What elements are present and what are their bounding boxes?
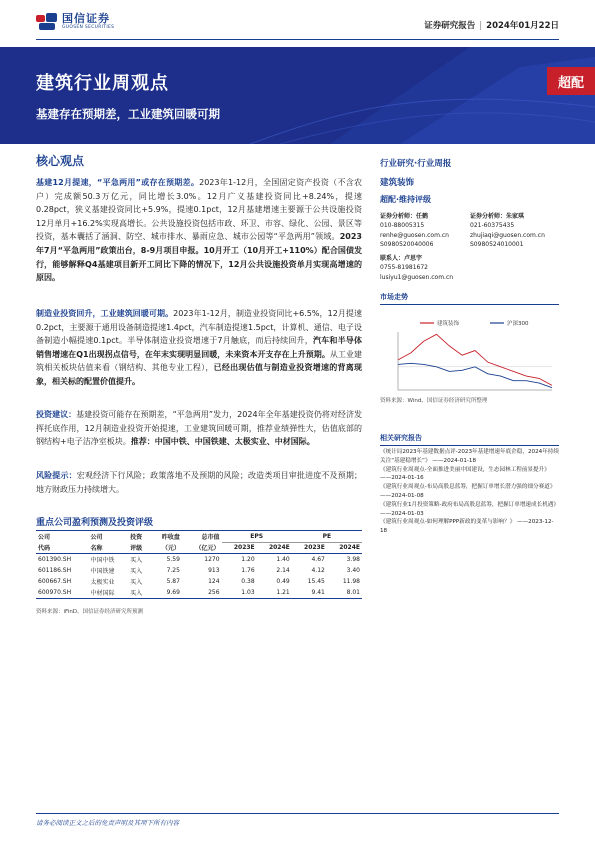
cell-eps24: 0.49: [276, 578, 290, 585]
cell-name: 中国铁建: [90, 568, 115, 575]
cell-pe24: 3.98: [346, 556, 360, 563]
sector-label: 建筑装饰: [380, 178, 415, 188]
cell-pe24: 3.40: [346, 567, 360, 574]
analyst-email[interactable]: zhujiaqi@guosen.com.cn: [470, 231, 545, 239]
cell-close: 5.59: [166, 556, 180, 563]
cell-cap: 913: [208, 567, 220, 574]
paragraph-infrastructure: [36, 176, 362, 285]
para-bold: 推荐：中国中铁、中国铁建、太极实业、中材国际。: [130, 437, 315, 447]
cell-close: 7.25: [166, 567, 180, 574]
cell-eps24: 1.40: [276, 556, 290, 563]
cell-close: 5.87: [166, 578, 180, 585]
related-report-item[interactable]: 《建筑行业1月投资策略-政府布局高股息蓝筹，把握订单增速成长机遇》 ——2024-01-03: [380, 501, 559, 517]
analyst-2: [470, 212, 545, 249]
cell-code: 601186.SH: [38, 567, 72, 574]
page-header: [0, 0, 595, 44]
table-header: 投资: [128, 531, 151, 543]
related-reports-list: [380, 448, 559, 536]
analyst-cert: S0980520040006: [380, 240, 434, 248]
paragraph-risk: [36, 469, 362, 496]
banner-decoration: [0, 47, 595, 144]
report-title: 建筑行业周观点: [36, 73, 169, 94]
table-header: （元）: [151, 542, 182, 554]
analyst-cert: S0980524010001: [470, 240, 524, 248]
cell-code: 600970.SH: [36, 587, 89, 599]
market-trend-svg: [380, 316, 559, 394]
cell-eps23: 1.03: [222, 587, 257, 599]
cell-eps24: 2.14: [276, 567, 290, 574]
logo-text-cn: 国信证券: [62, 12, 110, 25]
cell-eps23: 0.38: [241, 578, 255, 585]
cell-rating: 买入: [130, 579, 143, 586]
table-header: 总市值: [182, 531, 222, 543]
contact-name: 卢思宇: [404, 255, 423, 262]
series-line-0: [398, 334, 552, 385]
title-banner: [0, 47, 595, 144]
industry-label: 行业研究·行业周报: [380, 159, 452, 169]
cell-name: 中材国际: [89, 587, 129, 599]
related-report-item[interactable]: 《建筑行业周观点-如何理解PPP新政的变革与影响？》 ——2023-12-18: [380, 519, 554, 535]
cell-pe23: 4.67: [311, 556, 325, 563]
related-report-item[interactable]: 《建筑行业周观点-全面推进美丽中国建设，生态园林工程前景提升》 ——2024-01-16: [380, 466, 550, 482]
table-header: 昨收盘: [151, 531, 182, 543]
cell-eps23: 1.20: [241, 556, 255, 563]
guosen-logo-icon: [36, 13, 58, 31]
cell-name: 太极实业: [90, 579, 115, 586]
cell-cap: 1270: [204, 556, 220, 563]
related-reports-title: 相关研究报告: [380, 434, 422, 442]
contact-label: 联系人：: [380, 255, 405, 262]
table-header: 2023E: [222, 542, 257, 554]
report-meta: 证券研究报告 | 2024年01月22日: [424, 21, 559, 31]
footer-divider: [36, 813, 559, 814]
cell-cap: 256: [182, 587, 222, 599]
table-header: （亿元）: [182, 542, 222, 554]
earnings-table: [36, 530, 362, 599]
contact-phone: 0755-81981672: [380, 264, 428, 272]
para-lead: 风险提示：: [36, 471, 77, 480]
paragraph-manufacturing: [36, 307, 362, 389]
table-header: 代码: [36, 542, 89, 554]
chart-title: 市场走势: [380, 293, 408, 301]
analyst-phone: 021-60375435: [470, 222, 515, 230]
market-trend-chart: [380, 316, 559, 394]
para-bold: 汽车和半导体销售增速在Q1出现拐点信号，在年末实现明显回暖，未来资本开支存在上升预期。: [36, 336, 362, 359]
related-report-item[interactable]: 《统计局2023年基建数据点评-2023年基建增速年底企稳，2024年持续关注“基建稳增长”》 ——2024-01-18: [380, 449, 559, 464]
cell-eps24: 1.21: [257, 587, 292, 599]
legend-label-1: 沪深300: [507, 321, 529, 327]
cell-name: 中国中铁: [90, 557, 115, 564]
analyst-email[interactable]: renhe@guosen.com.cn: [380, 231, 449, 239]
analyst-name: 任鹤: [416, 213, 429, 220]
para-lead: 投资建议：: [36, 410, 77, 419]
cell-code: 601390.SH: [38, 556, 72, 563]
legend-label-0: 建筑装饰: [437, 321, 460, 327]
table-header: 2024E: [257, 542, 292, 554]
cell-code: 600667.SH: [38, 578, 72, 585]
table-title: 重点公司盈利预测及投资评级: [36, 518, 154, 528]
related-report-item[interactable]: 《建筑行业周观点-布局高股息蓝筹，把握订单增长潜力强的细分赛道》 ——2024-01-08: [380, 484, 556, 499]
guosen-logo: [36, 13, 114, 31]
table-header: 2023E: [292, 542, 327, 554]
disclaimer-note: 请务必阅读正文之后的免责声明及其项下所有内容: [36, 819, 179, 827]
analyst-label: 证券分析师：: [470, 213, 507, 220]
cell-pe23: 9.41: [292, 587, 327, 599]
rating-tag: 超配: [547, 67, 595, 95]
table-row: [36, 576, 362, 587]
para-lead: 基建12月提速，“平急两用”或存在预期差。: [36, 178, 200, 187]
table-source: 资料来源：iFinD、国信证券经济研究所预测: [36, 609, 144, 615]
sector-rating: 超配·维持评级: [380, 195, 432, 204]
table-header: 2024E: [327, 542, 362, 554]
table-header: 名称: [89, 542, 129, 554]
analyst-label: 证券分析师：: [380, 213, 417, 220]
para-text: 2023年1-12月，全国固定资产投资（不含农户）完成额50.3万亿元，同比增长3.0%。12月广义基建投资同比+8.24%，提速0.28pct，狭义基建投资同比+5.9%，提速0.1pct，12月基建增速主要源于公共设施投资12月单月+16.2%实现高增长。公共设施投资包括市政、环卫、市容、绿化、公园、景区等投资，基本囊括了涵洞、防空、城市排水、暴雨应急、城市公园等“平急两用”领域。: [36, 178, 362, 242]
table-header: PE: [292, 531, 362, 543]
para-bold: 2023年7月“平急两用”政策出台，8-9月项目申报。10月开工（10月开工+110%）配合国债发行，能够解释Q4基建项目新开工同比下降的情况下，12月公共设施投资单月实现高增速的原因。: [36, 232, 362, 283]
chart-title-divider: [380, 304, 559, 305]
cell-rating: 买入: [130, 568, 143, 575]
para-text: 基建投资可能存在预期差，“平急两用”发力，2024年全年基建投资仍将对经济发挥托底作用，12月制造业投资开始提速，工业建筑回暖可期，推荐业绩弹性大，估值底部的钢结构+电子洁净室板块。: [36, 410, 362, 447]
header-divider: [36, 39, 559, 40]
cell-eps23: 1.76: [241, 567, 255, 574]
report-date: 2024年01月22日: [486, 21, 559, 31]
report-subtitle: 基建存在预期差，工业建筑回暖可期: [36, 107, 220, 121]
table-row: [36, 587, 362, 599]
cell-rating: 买入: [128, 587, 151, 599]
report-type: 证券研究报告: [424, 21, 476, 31]
cell-pe24: 11.98: [342, 578, 360, 585]
analyst-phone: 010-88005315: [380, 222, 425, 230]
table-row: [36, 565, 362, 576]
cell-pe23: 15.45: [307, 578, 325, 585]
core-title: 核心观点: [36, 154, 85, 168]
cell-pe24: 8.01: [327, 587, 362, 599]
related-reports-divider: [380, 445, 559, 446]
para-text: 从工业建筑相关板块估值来看（钢结构、其他专业工程），: [36, 349, 362, 373]
para-lead: 制造业投资回升，工业建筑回暖可期。: [36, 309, 174, 318]
contact-person: [380, 254, 453, 282]
analyst-name: 朱家琪: [506, 213, 525, 220]
cell-cap: 124: [208, 578, 220, 585]
cell-pe23: 4.12: [311, 567, 325, 574]
analyst-1: [380, 212, 449, 249]
table-header: 公司: [36, 531, 89, 543]
logo-text-en: GUOSEN SECURITIES: [62, 25, 115, 30]
cell-close: 9.69: [151, 587, 182, 599]
para-text: 2023年1-12月，制造业投资同比+6.5%，12月提速0.2pct，主要源于通用设备制造提速1.4pct，汽车制造提速1.5pct，计算机、通信、电子设备制造小幅提速0.1pct。半导体制造业投资增速于7月触底，而后持续回升，: [36, 309, 362, 346]
para-text: 宏观经济下行风险；政策落地不及预期的风险；改造类项目审批进度不及预期；地方财政压力持续增大。: [36, 471, 363, 494]
table-header: EPS: [222, 531, 292, 543]
table-row: [36, 554, 362, 566]
cell-rating: 买入: [130, 557, 143, 564]
contact-email[interactable]: lusiyu1@guosen.com.cn: [380, 273, 454, 281]
table-header: 公司: [89, 531, 129, 543]
paragraph-investment: [36, 408, 362, 449]
table-header: 评级: [128, 542, 151, 554]
chart-source: 资料来源：Wind、国信证券经济研究所整理: [380, 398, 488, 404]
para-bold: 已经出现估值与制造业投资增速的背离现象，相关标的配置价值提升。: [36, 363, 362, 386]
